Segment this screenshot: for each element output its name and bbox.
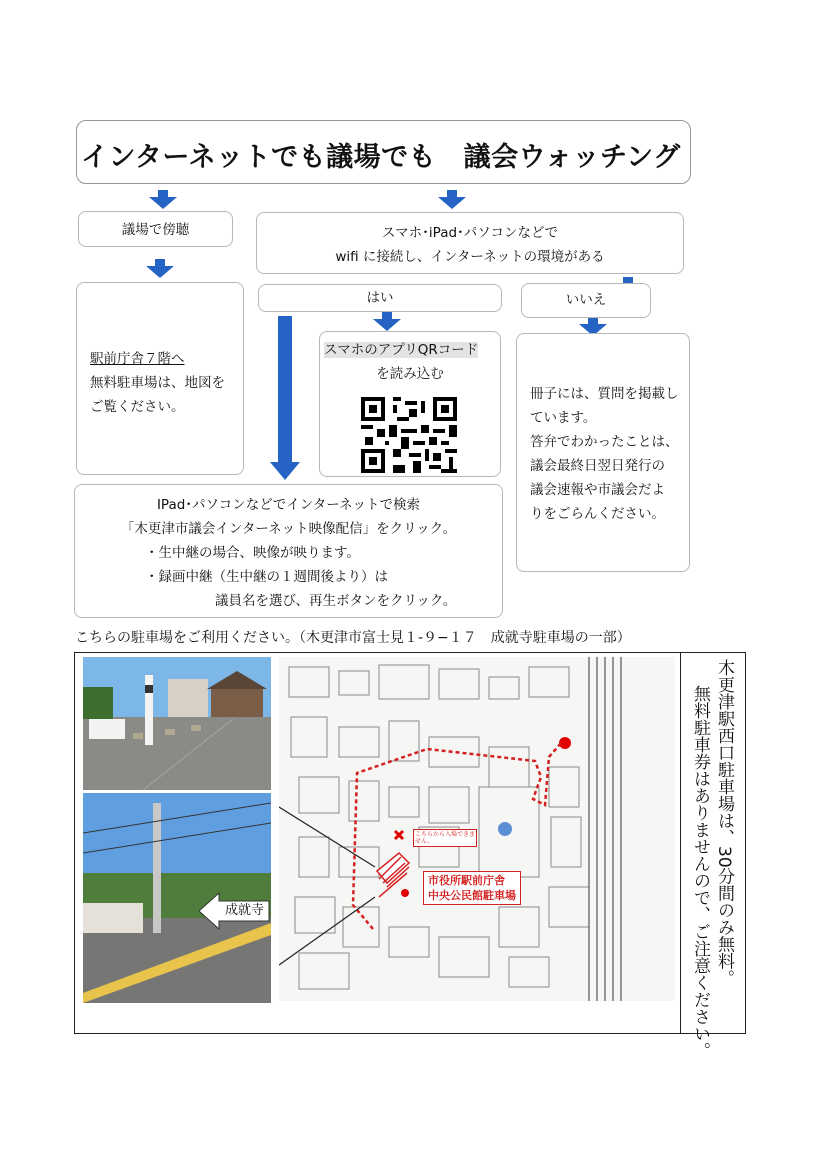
qr-box	[319, 331, 501, 477]
booklet-line-6: りをごらんください。	[530, 506, 665, 522]
parking-map	[279, 657, 675, 1001]
attend-label: 議場で傍聴	[121, 222, 190, 238]
west-exit-parking-note: 木更津駅西口駐車場は、30分間のみ無料。	[714, 659, 734, 987]
search-line-1: IPad･パソコンなどでインターネットで検索	[156, 497, 421, 513]
attend-in-person-box	[78, 211, 233, 247]
qr-code-icon[interactable]	[361, 397, 457, 473]
parking-panel	[74, 652, 746, 1059]
jojuji-arrow-sign	[199, 891, 271, 935]
question-line-2: wifi に接続し、インターネットの環境がある	[335, 249, 605, 265]
sign-label: 成就寺	[225, 903, 265, 918]
recorded-stream-instruction: 議員名を選び、再生ボタンをクリック。	[215, 593, 457, 609]
parking-entrance-icon	[401, 889, 409, 897]
venue-floor: 駅前庁舎７階へ	[90, 351, 185, 367]
map-entry-warning: こちらから入場できません。	[415, 831, 476, 845]
question-line-1: スマホ･iPad･パソコンなどで	[381, 225, 559, 241]
booklet-line-2: ています。	[530, 410, 597, 426]
venue-parking-note: 無料駐車場は、地図を	[90, 375, 225, 391]
parking-lot-photo	[83, 657, 271, 790]
no-free-ticket-note: 無料駐車券はありませんので、ご注意ください。	[690, 685, 710, 1059]
panel-divider	[680, 653, 681, 1033]
no-label: いいえ	[565, 292, 607, 308]
map-parking-label	[423, 871, 521, 905]
map-label-line-1: 市役所駅前庁舎	[428, 874, 505, 887]
booklet-line-3: 答弁でわかったことは、	[530, 434, 679, 450]
live-stream-note: ・生中継の場合、映像が映ります。	[145, 545, 360, 561]
booklet-line-1: 冊子には、質問を掲載し	[530, 386, 679, 402]
yes-box	[258, 284, 502, 312]
venue-map-note: ご覧ください。	[90, 399, 185, 415]
qr-label: スマホのアプリQRコード	[324, 342, 479, 358]
page-title: インターネットでも議場でも 議会ウォッチング	[81, 142, 681, 173]
qr-instruction: を読み込む	[376, 366, 444, 382]
search-instructions-box	[74, 484, 503, 618]
venue-info-box	[76, 282, 244, 475]
title-box	[76, 120, 691, 184]
map-label-line-2: 中央公民館駐車場	[428, 889, 516, 902]
booklet-line-5: 議会速報や市議会だよ	[530, 482, 665, 498]
booklet-info-box	[516, 333, 690, 572]
booklet-line-4: 議会最終日翌日発行の	[530, 458, 665, 474]
internet-question-box	[256, 212, 684, 274]
recorded-stream-note: ・録画中継（生中継の１週間後より）は	[145, 569, 388, 585]
yes-label: はい	[366, 290, 394, 306]
search-line-2[interactable]: 「木更津市議会インターネット映像配信」をクリック。	[120, 521, 457, 537]
parking-heading: こちらの駐車場をご利用ください。（木更津市富士見１-９−１７ 成就寺駐車場の一部）	[75, 630, 631, 646]
no-box	[521, 283, 651, 318]
